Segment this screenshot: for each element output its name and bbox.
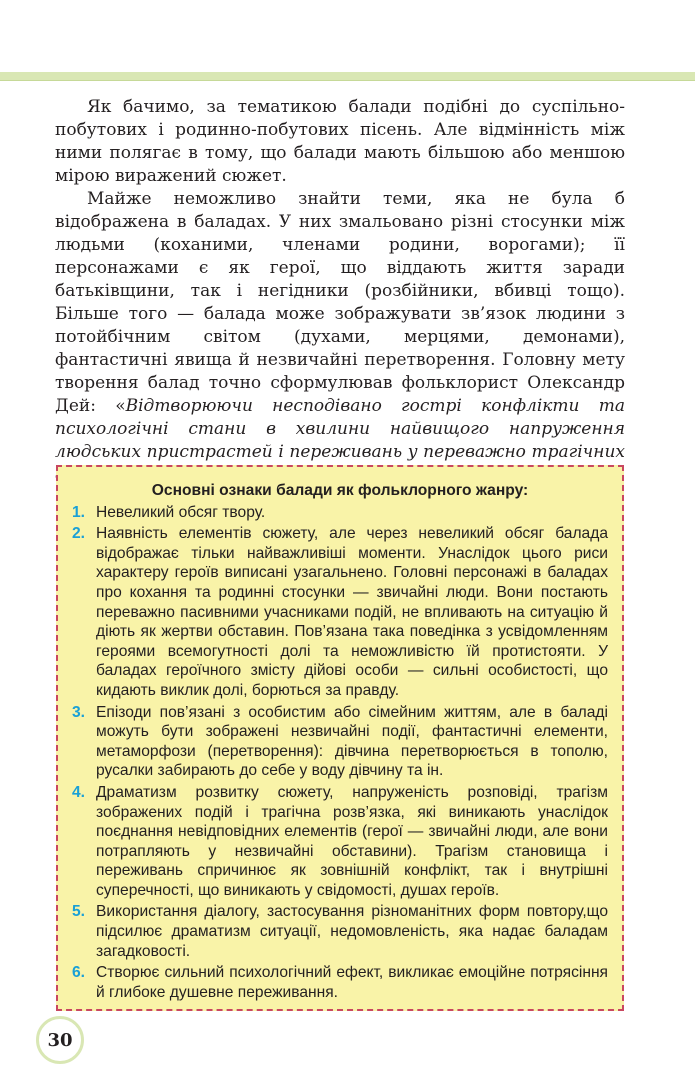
list-item-number: 1. bbox=[72, 503, 86, 521]
list-item bbox=[72, 963, 608, 1002]
page-number: 30 bbox=[36, 1016, 84, 1064]
body-text bbox=[55, 96, 625, 487]
paragraph-2-text: Майже неможливо знайти теми, яка не була б відображена в баладах. У них змальовано різні стосунки між людьми (коханими, членами родини, ворогами); її персонажами є як герої, що віддають життя заради батьківщини, так і негідники (розбійники, вбивці тощо). Більше того — балада може зображувати зв’язок людини з потойбічним світом (духами, мерцями, демонами), фантастичні явища й незвичайні перетворення. Головну мету творення балад точно сформулював фольклорист Олександр Дей: « bbox=[55, 189, 625, 416]
paragraph-1: Як бачимо, за тематикою балади подібні до суспільно-побутових і родинно-побутових пісень. Але відмінність між ними полягає в тому, що балади мають більшою або меншою мірою виражений сюжет. bbox=[55, 97, 625, 186]
list-item-text: Використання діалогу, застосування різноманітних форм повтору,що підсилює драматизм ситуації, недомовленість, яка надає баладам загадковості. bbox=[96, 903, 608, 960]
paragraph-2 bbox=[55, 188, 625, 487]
list-item-text: Епізоди пов’язані з особистим або сімейним життям, але в баладі можуть бути зображені незвичайні події, фантастичні елементи, метаморфози (перетворення): дівчина перетворюється в тополю, русалки забирають до себе у воду дівчину та ін. bbox=[96, 703, 608, 780]
list-item-number: 2. bbox=[72, 525, 86, 543]
list-item-number: 5. bbox=[72, 903, 86, 921]
list-item-text: Невеликий обсяг твору. bbox=[96, 503, 266, 521]
list-item bbox=[72, 503, 608, 523]
list-item bbox=[72, 783, 608, 901]
list-item bbox=[72, 902, 608, 961]
list-item-number: 6. bbox=[72, 964, 86, 982]
dei-quote: Відтворюючи несподівано гострі конфлікти та психологічні стани в хвилини найвищого напруження людських пристрастей і переживань у переважно трагічних bbox=[55, 396, 625, 462]
list-item-text: Драматизм розвитку сюжету, напруженість розповіді, трагізм зображених подій і трагічна розв’язка, які виникають унаслідок поєднання невідповідних елементів (герої — звичайні люди, але вони потрапляють у незвичайні обставини). Трагізм становища і переживань спричинює як зовнішній конфлікт, так і внутрішні суперечності, що виникають у свідомості, душах героїв. bbox=[96, 783, 608, 899]
list-item bbox=[72, 703, 608, 781]
features-list bbox=[72, 503, 608, 1003]
top-decorative-rule bbox=[0, 72, 695, 81]
list-item-number: 3. bbox=[72, 703, 86, 721]
ballad-features-content bbox=[72, 481, 608, 1004]
ballad-features-box bbox=[56, 465, 624, 1011]
list-item-number: 4. bbox=[72, 783, 86, 801]
list-item bbox=[72, 524, 608, 700]
list-item-text: Створює сильний психологічний ефект, викликає емоційне потрясіння й глибоке душевне переживання. bbox=[96, 964, 608, 1001]
box-title: Основні ознаки балади як фольклорного жанру: bbox=[151, 482, 529, 499]
list-item-text: Наявність елементів сюжету, але через невеликий обсяг балада відображає тільки найважливіші моменти. Унаслідок цього риси характеру героїв виписані узагальнено. Головні персонажі в баладах про кохання та родинні стосунки — звичайні люди. Вони постають переважно пасивними учасниками подій, не впливають на ситуацію й діють як жертви обставин. Пов’язана така поведінка з усвідомленням героями всемогутності долі та неможливістю їй протистояти. У баладах героїчного змісту дійові особи — сильні особистості, що кидають виклик долі, борються за правду. bbox=[96, 525, 608, 699]
